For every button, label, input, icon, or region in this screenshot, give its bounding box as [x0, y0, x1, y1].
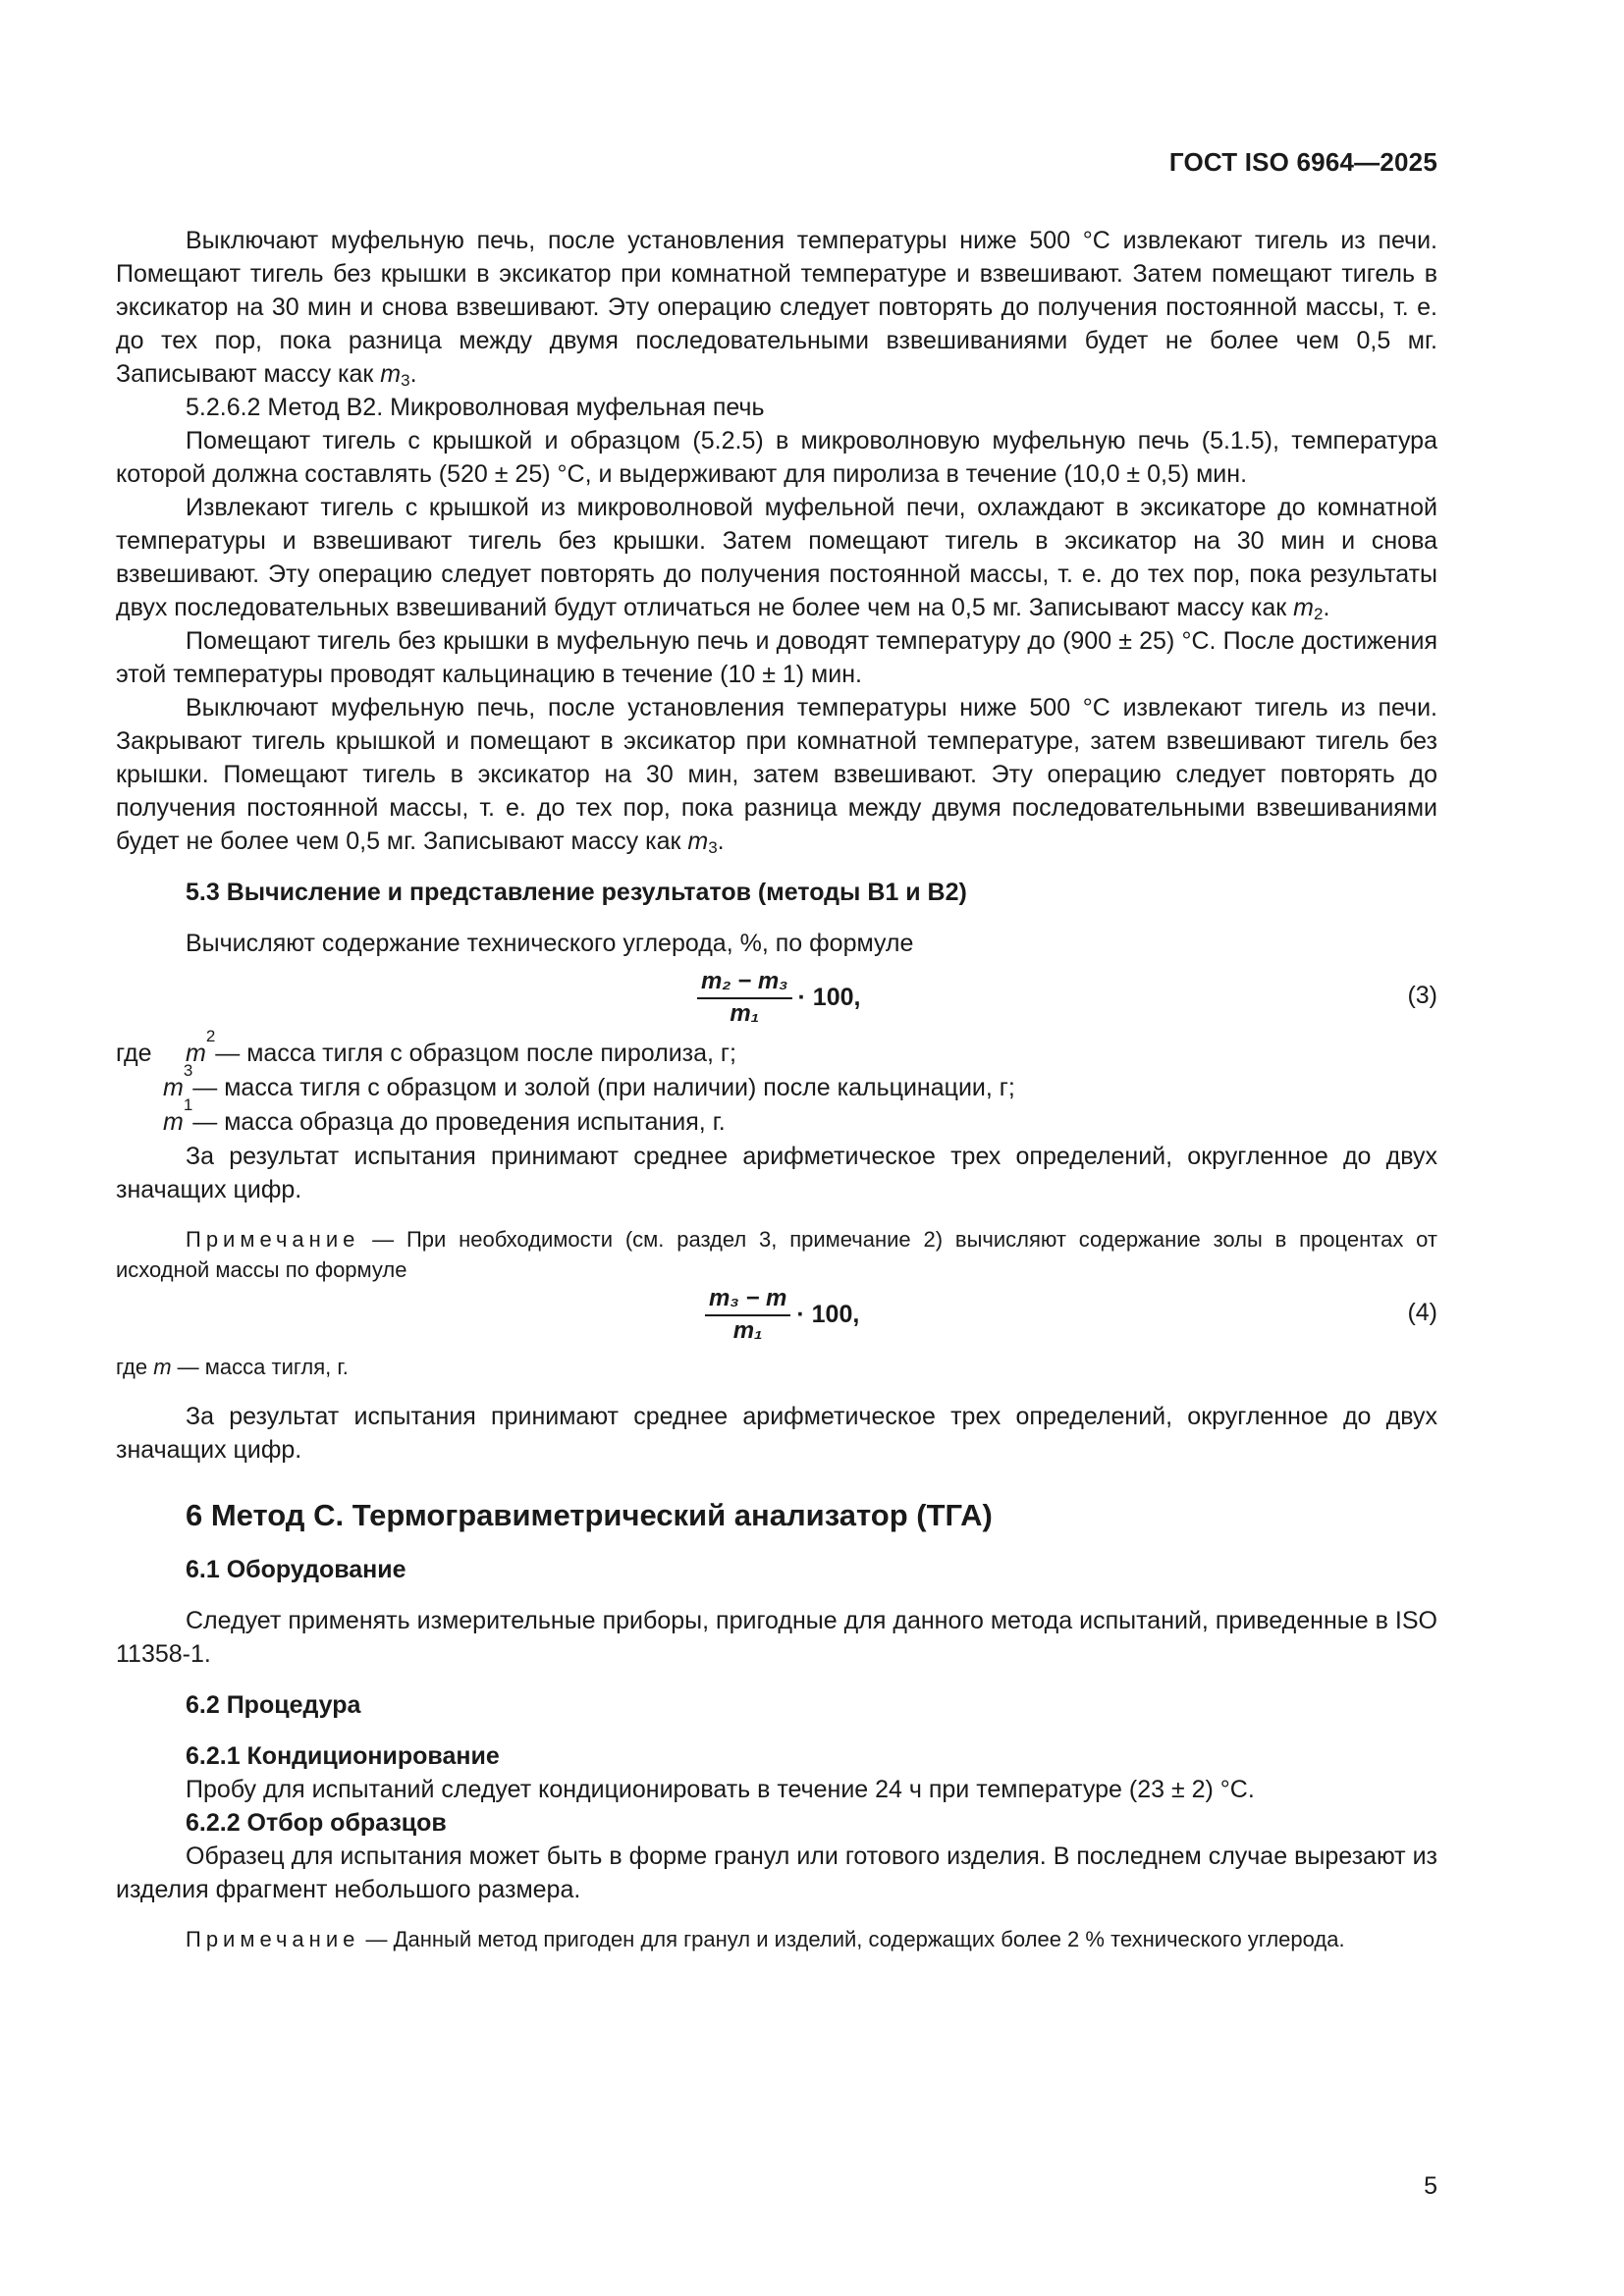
paragraph: Вычисляют содержание технического углерода, %, по формуле [186, 930, 914, 957]
section-heading-5-3: 5.3 Вычисление и представление результатов (методы В1 и В2) [186, 879, 967, 906]
section-heading-6-2-1: 6.2.1 Кондиционирование [186, 1742, 500, 1770]
fraction [697, 968, 792, 1028]
multiplier: · 100, [797, 984, 861, 1011]
equation-number: (4) [1407, 1299, 1437, 1326]
section-heading-6-1: 6.1 Оборудование [186, 1556, 406, 1583]
where-item: m 3 — масса тигля с образцом и золой (при наличии) после кальцинации, г; [163, 1061, 1015, 1101]
note-label: Примечание [186, 1927, 360, 1951]
fraction [705, 1285, 790, 1345]
numerator: m₃ − m [705, 1285, 790, 1316]
paragraph: За результат испытания принимают среднее арифметическое трех определений, округленное до двух значащих цифр. [116, 1403, 1437, 1464]
paragraph: Следует применять измерительные приборы, пригодные для данного метода испытаний, приведенные в ISO 11358-1. [116, 1607, 1437, 1668]
paragraph: Выключают муфельную печь, после установления температуры ниже 500 °С извлекают тигель из печи. Помещают тигель без крышки в эксикатор при комнатной температуре и взвешивают. Затем помещают тигель в эксикатор на 30 мин и снова взвешивают. Эту операцию следует повторять до получения постоянной массы, т. е. до тех пор, пока разница между двумя последовательными взвешиваниями будет не более чем 0,5 мг. Записывают массу как $m_3$. [116, 227, 1437, 390]
section-heading-6-2-2: 6.2.2 Отбор образцов [186, 1809, 447, 1837]
where-item: где m 2 — масса тигля с образцом после пиролиза, г; [116, 1027, 736, 1067]
paragraph: Пробу для испытаний следует кондиционировать в течение 24 ч при температуре (23 ± 2) °С. [186, 1776, 1255, 1803]
note-label: Примечание [186, 1227, 360, 1252]
denominator: m₁ [730, 1000, 760, 1027]
paragraph: Помещают тигель с крышкой и образцом (5.2.5) в микроволновую муфельную печь (5.1.5), температура которой должна составлять (520 ± 25) °С, и выдерживают для пиролиза в течение (10,0 ± 0,5) мин. [116, 427, 1437, 488]
paragraph: За результат испытания принимают среднее арифметическое трех определений, округленное до двух значащих цифр. [116, 1143, 1437, 1203]
note: Примечание — При необходимости (см. раздел 3, примечание 2) вычисляют содержание золы в процентах от исходной массы по формуле [116, 1227, 1437, 1282]
paragraph: Образец для испытания может быть в форме гранул или готового изделия. В последнем случае вырезают из изделия фрагмент небольшого размера. [116, 1842, 1437, 1903]
page-number: 5 [1424, 2172, 1437, 2200]
denominator: m₁ [732, 1317, 763, 1344]
paragraph: Выключают муфельную печь, после установления температуры ниже 500 °С извлекают тигель из печи. Закрывают тигель крышкой и помещают в эксикатор при комнатной температуре, затем взвешивают тигель без крышки. Помещают тигель в эксикатор на 30 мин, затем взвешивают. Эту операцию следует повторять до получения постоянной массы, т. е. до тех пор, пока разница между двумя последовательными взвешиваниями будет не более чем 0,5 мг. Записывают массу как $m_3$. [116, 694, 1437, 857]
clause-heading-5-2-6-2: 5.2.6.2 Метод В2. Микроволновая муфельная печь [186, 394, 765, 421]
formula-3 [116, 968, 1437, 1029]
document-body [116, 224, 1437, 1954]
paragraph: Помещают тигель без крышки в муфельную печь и доводят температуру до (900 ± 25) °С. После достижения этой температуры проводят кальцинацию в течение (10 ± 1) мин. [116, 627, 1437, 688]
paragraph: Извлекают тигель с крышкой из микроволновой муфельной печи, охлаждают в эксикаторе до комнатной температуры и взвешивают тигель без крышки. Затем помещают тигель в эксикатор на 30 мин и снова взвешивают. Эту операцию следует повторять до получения постоянной массы, т. е. до тех пор, пока результаты двух последовательных взвешиваний будут отличаться не более чем на 0,5 мг. Записывают массу как $m_2$. [116, 494, 1437, 623]
section-heading-6-2: 6.2 Процедура [186, 1691, 361, 1719]
section-title-6: 6 Метод С. Термогравиметрический анализатор (ТГА) [186, 1498, 993, 1532]
document-header: ГОСТ ISO 6964—2025 [1168, 147, 1437, 177]
formula-4 [116, 1285, 1437, 1346]
note: Примечание — Данный метод пригоден для гранул и изделий, содержащих более 2 % технического углерода. [186, 1927, 1345, 1951]
where-list [116, 1027, 1437, 1140]
equation-number: (3) [1407, 982, 1437, 1009]
numerator: m₂ − m₃ [697, 968, 792, 999]
where-note: где m — масса тигля, г. [116, 1355, 349, 1379]
where-item: m 1 — масса образца до проведения испытания, г. [163, 1095, 726, 1136]
multiplier: · 100, [796, 1301, 860, 1328]
